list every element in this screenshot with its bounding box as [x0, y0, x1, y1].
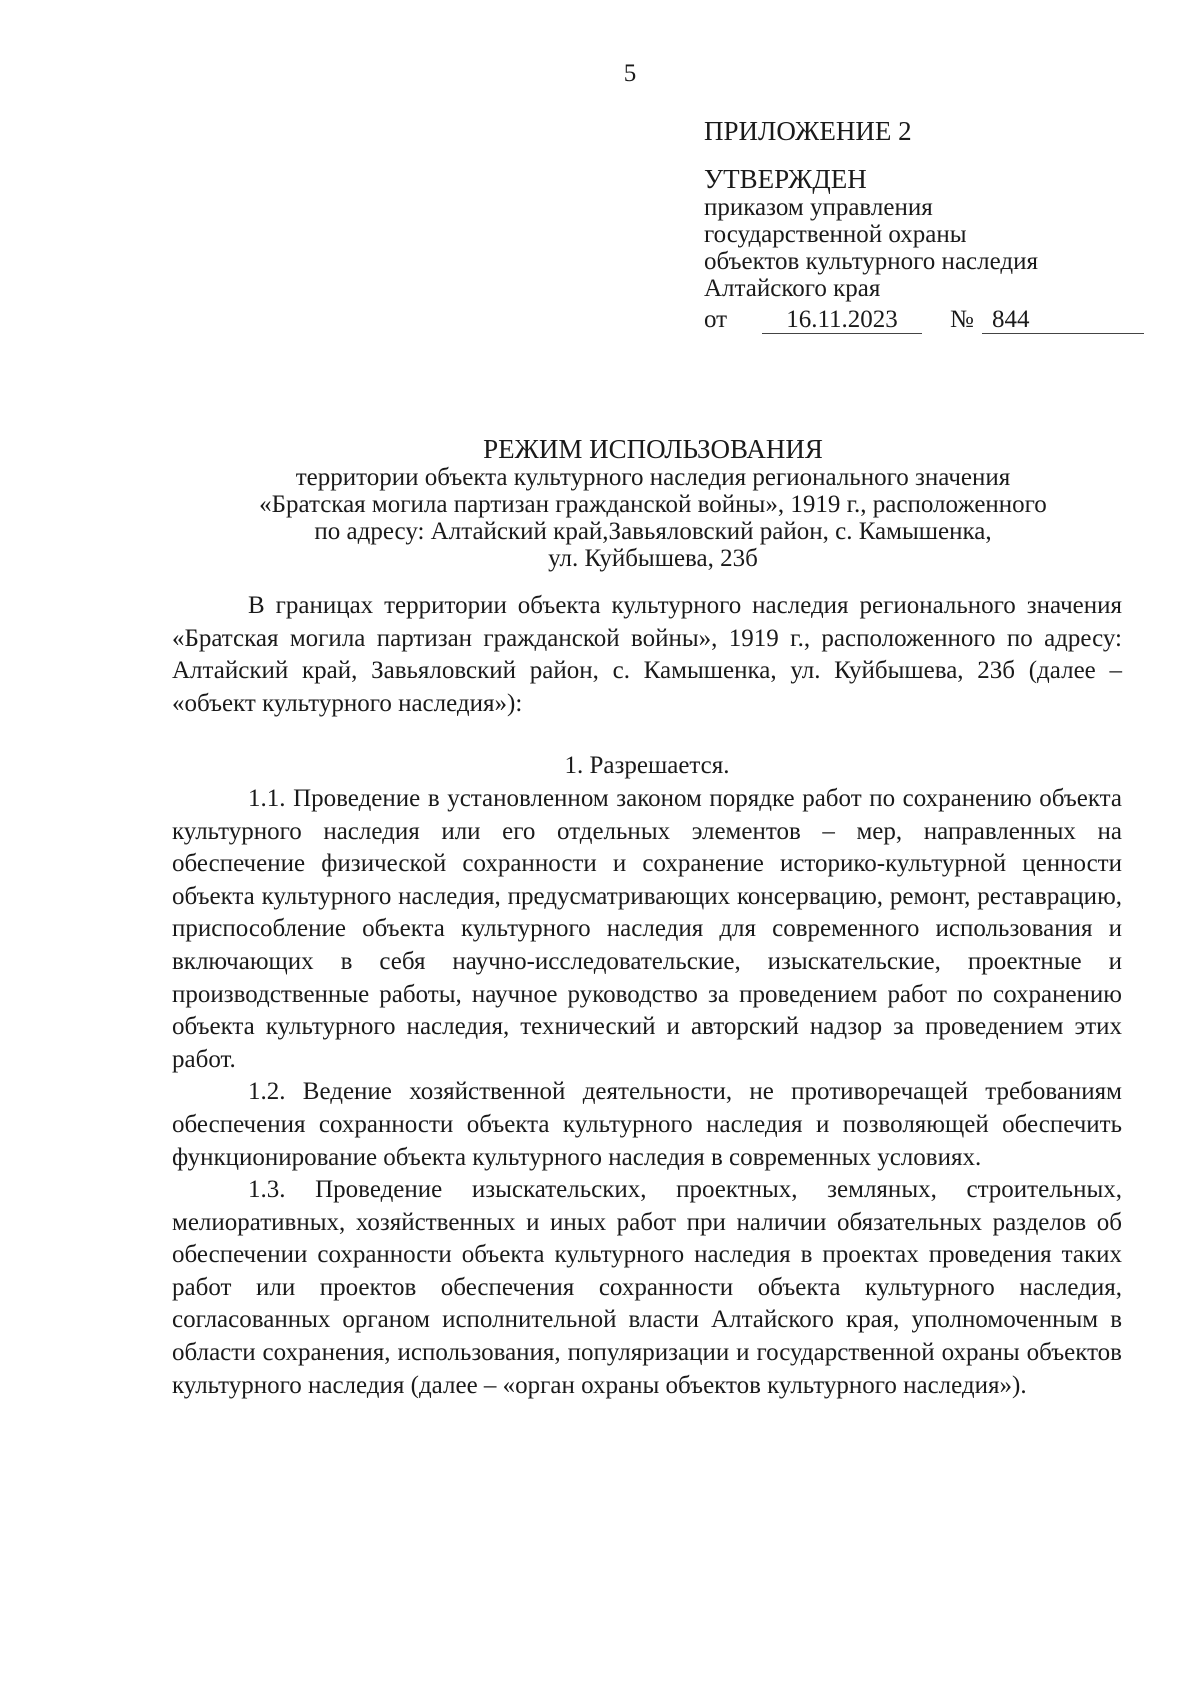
order-date-row	[704, 306, 1144, 342]
approval-block	[704, 114, 1144, 342]
document-body	[172, 590, 1122, 1402]
approval-line: приказом управления	[704, 194, 933, 221]
section-heading: 1. Разрешается.	[564, 752, 730, 780]
intro-paragraph: В границах территории объекта культурного наследия регионального значения «Братская могила партизан гражданской войны», 1919 г., расположенного по адресу: Алтайский край, Завьяловский район, с. Камышенка, ул. Куйбышева, 23б (далее – «объект культурного наследия»):	[172, 592, 1122, 717]
title-main: РЕЖИМ ИСПОЛЬЗОВАНИЯ	[483, 434, 823, 464]
number-label: №	[950, 306, 974, 333]
paragraph-1-1: 1.1. Проведение в установленном законом порядке работ по сохранению объекта культурного наследия или его отдельных элементов – мер, направленных на обеспечение физической сохранности и сохранение историко-культурной ценности объекта культурного наследия, предусматривающих консервацию, ремонт, реставрацию, приспособление объекта культурного наследия для современного использования и включающих в себя научно-исследовательские, изыскательские, проектные и производственные работы, научное руководство за проведением работ по сохранению объекта культурного наследия, технический и авторский надзор за проведением этих работ.	[172, 784, 1122, 1073]
date-label: от	[704, 306, 728, 333]
appendix-label: ПРИЛОЖЕНИЕ 2	[704, 116, 912, 146]
order-date: 16.11.2023	[762, 306, 922, 334]
approved-label: УТВЕРЖДЕН	[704, 164, 867, 194]
approval-line: государственной охраны	[704, 221, 967, 248]
title-line: ул. Куйбышева, 23б	[548, 545, 758, 572]
approval-line: Алтайского края	[704, 275, 881, 302]
title-line: «Братская могила партизан гражданской войны», 1919 г., расположенного	[259, 491, 1047, 518]
approval-line: объектов культурного наследия	[704, 248, 1038, 275]
document-title	[168, 434, 1138, 572]
paragraph-1-2: 1.2. Ведение хозяйственной деятельности, не противоречащей требованиям обеспечения сохранности объекта культурного наследия и позволяющей обеспечить функционирование объекта культурного наследия в современных условиях.	[172, 1078, 1122, 1171]
title-line: территории объекта культурного наследия регионального значения	[295, 464, 1011, 491]
title-line: по адресу: Алтайский край,Завьяловский район, с. Камышенка,	[314, 518, 992, 545]
order-number: 844	[982, 306, 1144, 334]
paragraph-1-3: 1.3. Проведение изыскательских, проектных, земляных, строительных, мелиоративных, хозяйственных и иных работ при наличии обязательных разделов об обеспечении сохранности объекта культурного наследия в проектах проведения таких работ или проектов обеспечения сохранности объекта культурного наследия, согласованных органом исполнительной власти Алтайского края, уполномоченным в области сохранения, использования, популяризации и государственной охраны объектов культурного наследия (далее – «орган охраны объектов культурного наследия»).	[172, 1176, 1122, 1399]
page-number: 5	[623, 60, 637, 87]
